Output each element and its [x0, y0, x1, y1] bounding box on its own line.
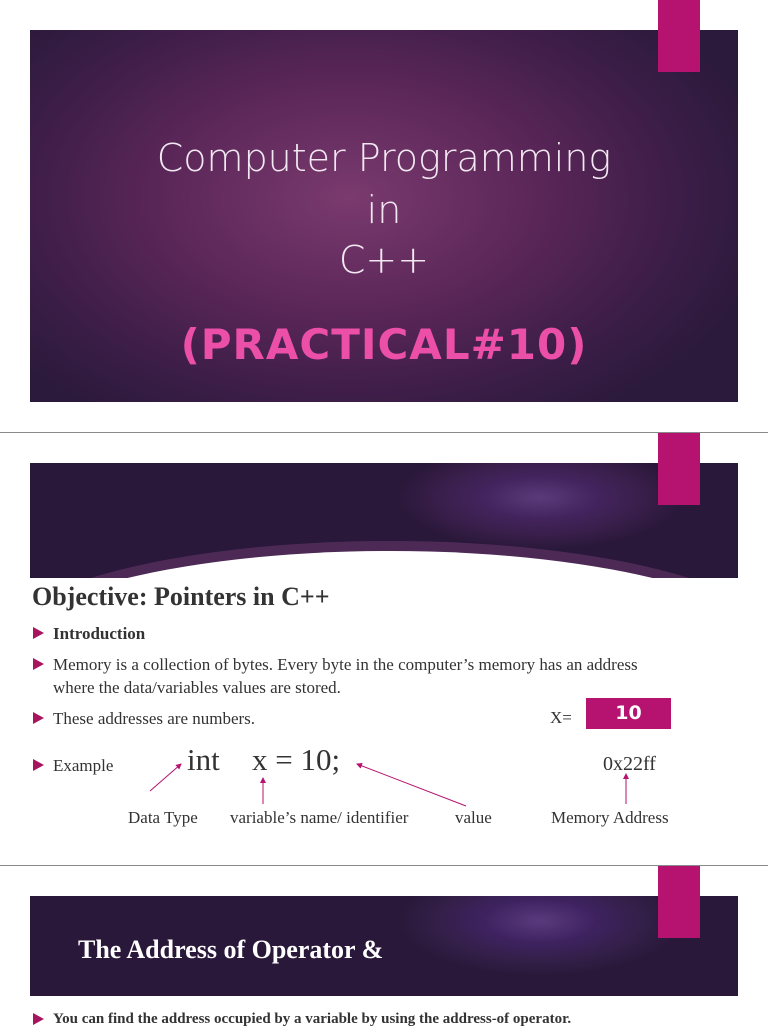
slide-title-line3: C++: [338, 238, 430, 282]
arrow-to-type: [150, 764, 181, 791]
bullet-text: Introduction: [53, 624, 146, 643]
bullet-arrow-icon: [33, 627, 44, 639]
bullet-text: You can find the address occupied by a variable by using the address-of operator.: [53, 1011, 572, 1027]
bullet-text: Memory is a collection of bytes. Every byte in the computer’s memory has an address where the data/variables values are stored.: [53, 655, 638, 697]
accent-tab: [658, 0, 700, 72]
variable-label: X=: [550, 708, 572, 727]
label-data-type: Data Type: [128, 808, 198, 827]
slide-heading: The Address of Operator &: [78, 935, 384, 964]
label-memory-address: Memory Address: [551, 808, 669, 827]
memory-value-box: 10: [586, 698, 671, 729]
label-value: value: [455, 808, 492, 827]
bullet-arrow-icon: [33, 712, 44, 724]
accent-tab: [658, 433, 700, 505]
slide-title-line1: Computer Programming: [156, 136, 612, 180]
bullet-arrow-icon: [33, 1013, 44, 1025]
practical-subtitle: (PRACTICAL#10): [180, 320, 588, 369]
slide-divider: [0, 432, 768, 433]
slide2-banner: [30, 463, 738, 578]
label-identifier: variable’s name/ identifier: [230, 808, 409, 827]
code-type: int: [187, 742, 220, 777]
accent-tab: [658, 866, 700, 938]
slide-heading: Objective: Pointers in C++: [32, 582, 330, 611]
slide-title-line2: in: [366, 188, 402, 232]
memory-address-value: 0x22ff: [603, 753, 656, 775]
bullet-text: These addresses are numbers.: [53, 709, 256, 728]
code-statement: x = 10;: [252, 742, 341, 777]
bullet-text: Example: [53, 756, 114, 775]
slide-divider: [0, 865, 768, 866]
bullet-arrow-icon: [33, 658, 44, 670]
arrow-to-value: [357, 764, 466, 806]
